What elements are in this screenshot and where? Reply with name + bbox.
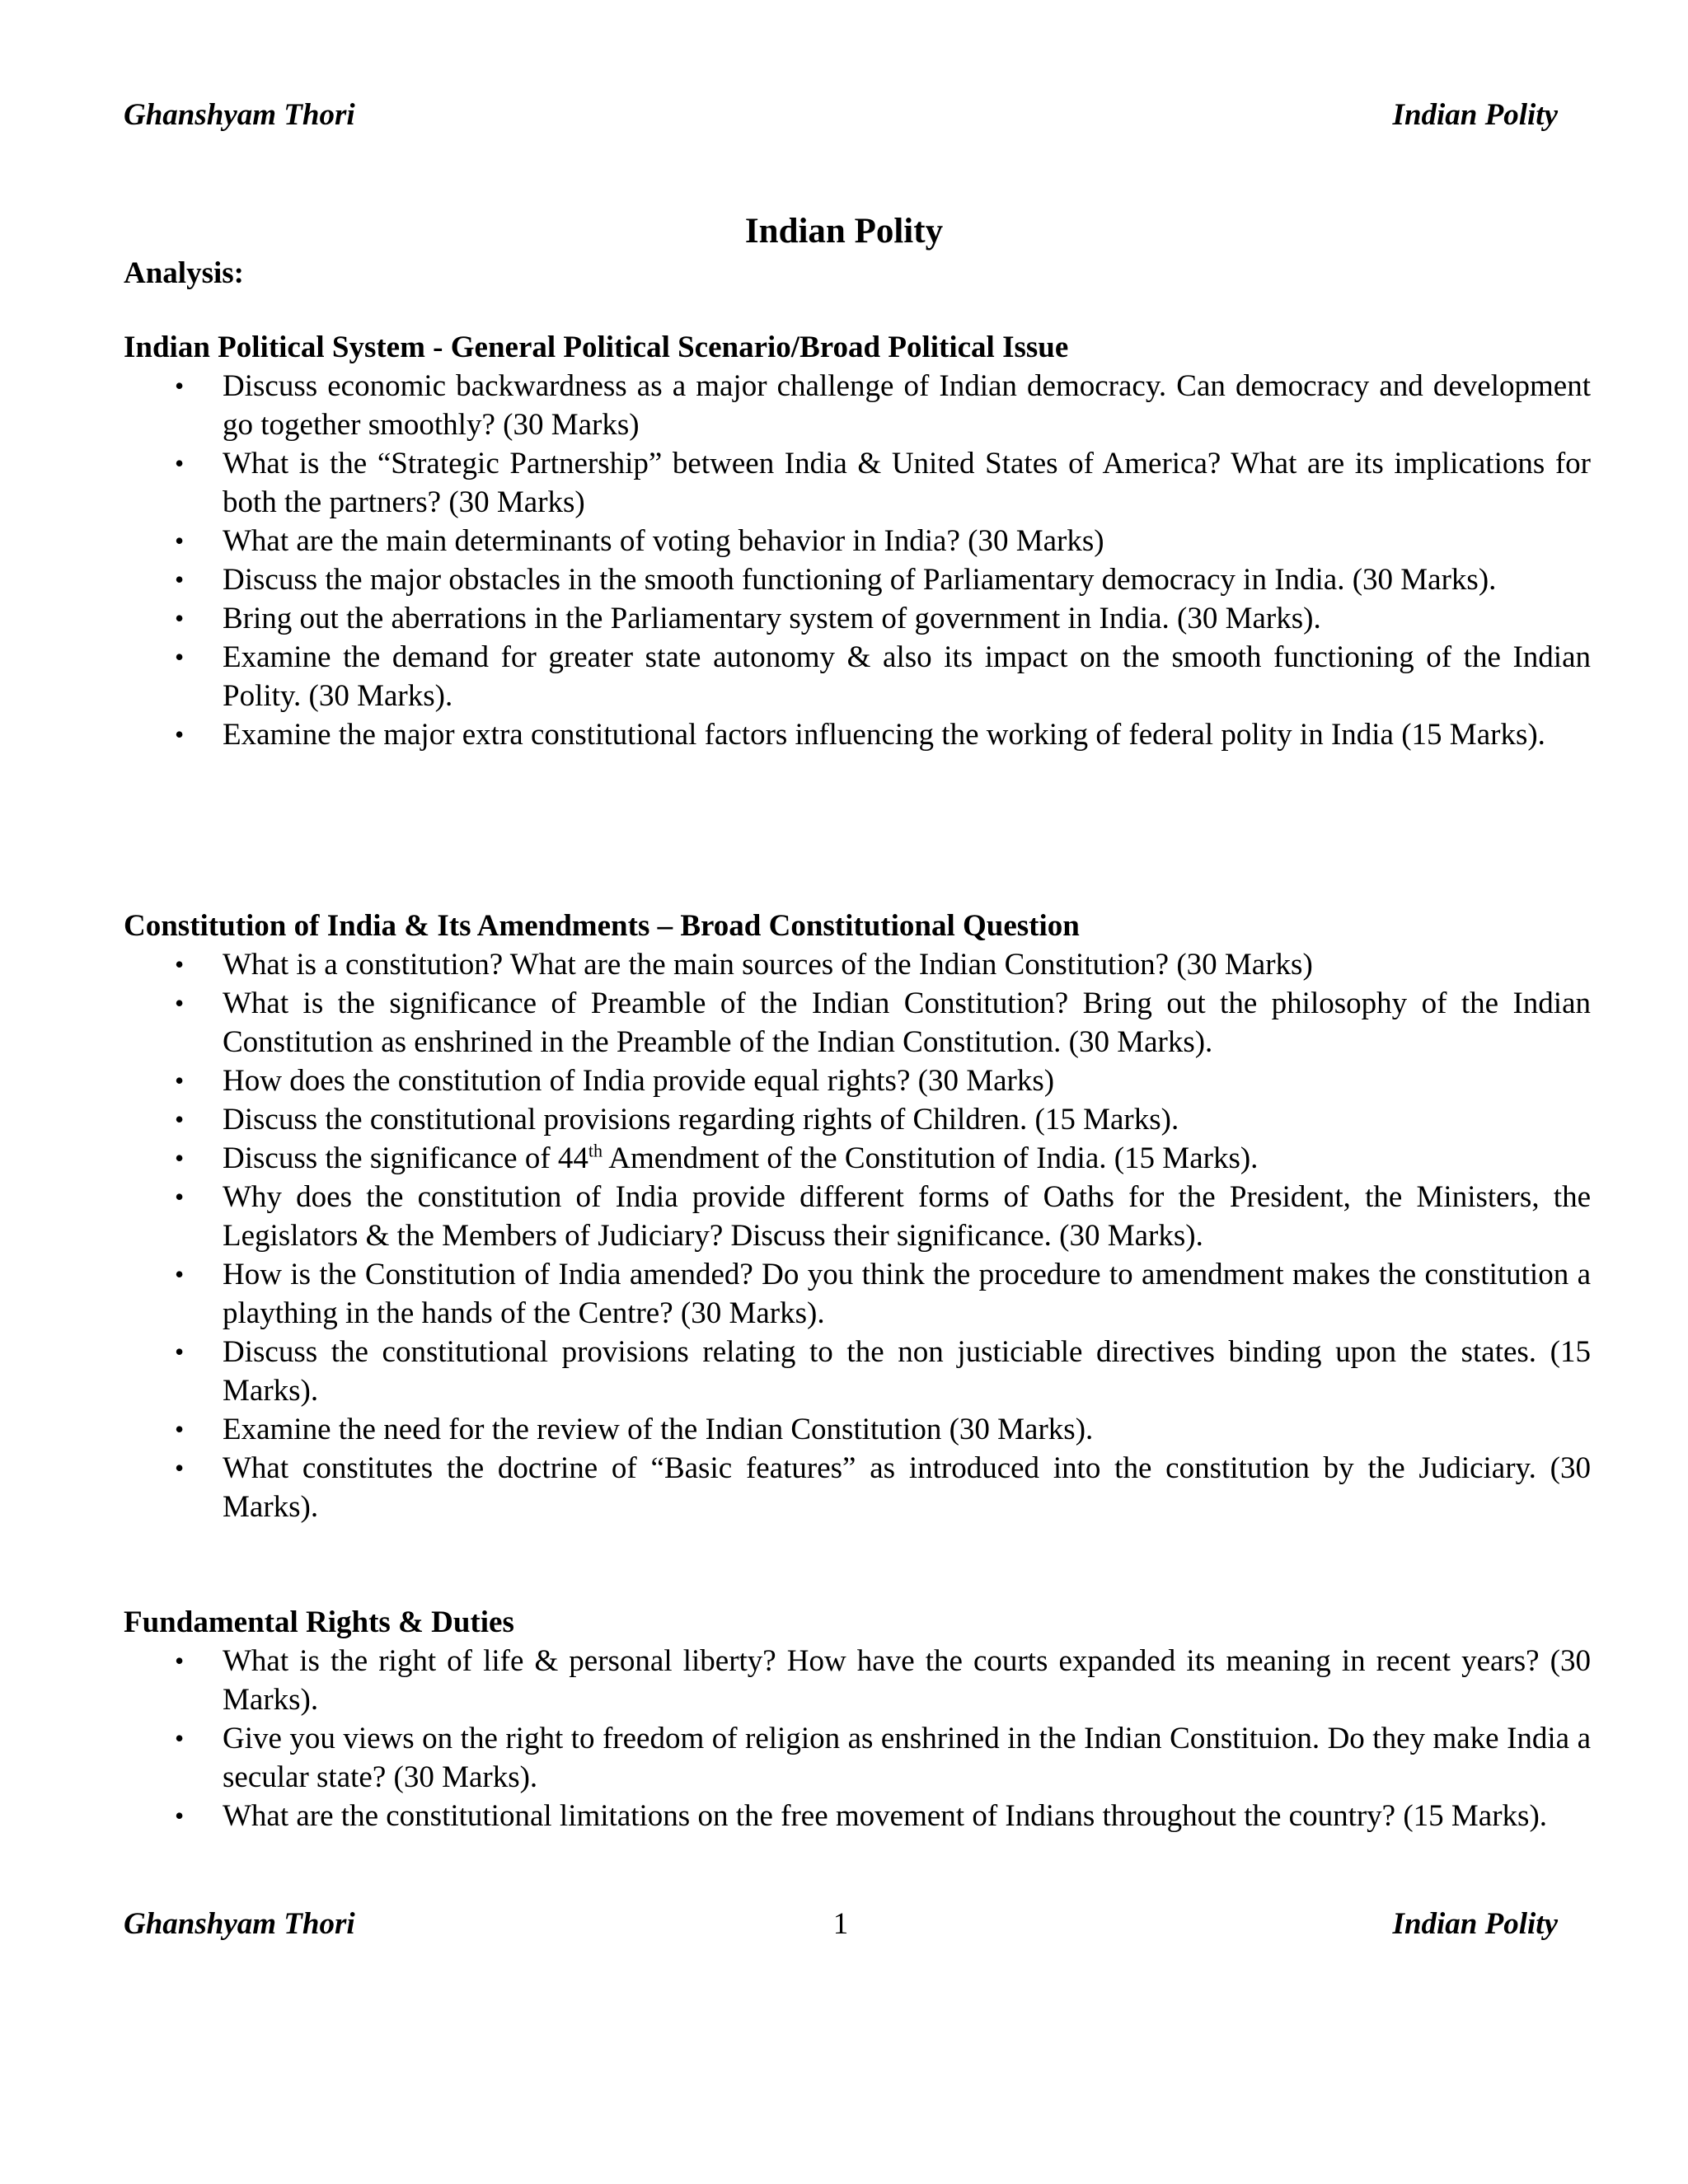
section-heading: Indian Political System - General Political Scenario/Broad Political Issue [124, 330, 1069, 364]
question-item: • Why does the constitution of India provide different forms of Oaths for the President, the Ministers, the Legislators & the Members of Judiciary? Discuss their significance. (30 Marks). [124, 1178, 1591, 1255]
question-item: • What is the right of life & personal liberty? How have the courts expanded its meaning in recent years? (30 Marks). [124, 1642, 1591, 1719]
question-item: • Bring out the aberrations in the Parliamentary system of government in India. (30 Marks). [124, 599, 1591, 638]
section-political-system [124, 328, 1591, 754]
question-item: • Discuss the constitutional provisions relating to the non justiciable directives binding upon the states. (15 Marks). [124, 1333, 1591, 1410]
footer-author: Ghanshyam Thori [124, 1907, 355, 1941]
analysis-label: Analysis: [124, 256, 244, 290]
question-item [124, 1139, 1591, 1178]
question-item: • What are the main determinants of voting behavior in India? (30 Marks) [124, 522, 1591, 560]
question-list [124, 945, 1591, 1526]
section-fundamental-rights [124, 1603, 1591, 1835]
question-item: • Examine the need for the review of the Indian Constitution (30 Marks). [124, 1410, 1591, 1449]
question-item: • How does the constitution of India provide equal rights? (30 Marks) [124, 1062, 1591, 1100]
question-item: • Discuss the constitutional provisions regarding rights of Children. (15 Marks). [124, 1100, 1591, 1139]
page-number: 1 [832, 1907, 849, 1941]
question-item: • Give you views on the right to freedom of religion as enshrined in the Indian Constituion. Do they make India a secular state? (30 Marks). [124, 1719, 1591, 1797]
header-subject: Indian Polity [1392, 98, 1558, 132]
page-footer [124, 1906, 1558, 1942]
question-item: • What constitutes the doctrine of “Basic features” as introduced into the constitution by the Judiciary. (30 Marks). [124, 1449, 1591, 1526]
question-list [124, 367, 1591, 754]
question-item: • Examine the demand for greater state autonomy & also its impact on the smooth functioning of the Indian Polity. (30 Marks). [124, 638, 1591, 715]
question-item: • What is the “Strategic Partnership” between India & United States of America? What are its implications for both the partners? (30 Marks) [124, 444, 1591, 522]
section-heading: Constitution of India & Its Amendments – Broad Constitutional Question [124, 909, 1080, 943]
page-header [124, 97, 1558, 133]
question-item: • Examine the major extra constitutional factors influencing the working of federal polity in India (15 Marks). [124, 715, 1591, 754]
question-item: • Discuss economic backwardness as a major challenge of Indian democracy. Can democracy and development go together smoothly? (30 Marks) [124, 367, 1591, 444]
footer-subject: Indian Polity [1392, 1907, 1558, 1941]
question-text-post: Amendment of the Constitution of India. (15 Marks). [603, 1141, 1259, 1175]
section-constitution [124, 907, 1591, 1526]
question-item: • How is the Constitution of India amended? Do you think the procedure to amendment makes the constitution a plaything in the hands of the Centre? (30 Marks). [124, 1255, 1591, 1333]
question-item: • Discuss the major obstacles in the smooth functioning of Parliamentary democracy in India. (30 Marks). [124, 560, 1591, 599]
section-heading: Fundamental Rights & Duties [124, 1605, 514, 1639]
question-item: • What are the constitutional limitations on the free movement of Indians throughout the country? (15 Marks). [124, 1797, 1591, 1835]
question-list [124, 1642, 1591, 1835]
question-item: • What is the significance of Preamble of the Indian Constitution? Bring out the philosophy of the Indian Constitution as enshrined in the Preamble of the Indian Constitution. (30 Marks). [124, 984, 1591, 1062]
page-title: Indian Polity [744, 212, 944, 251]
header-author: Ghanshyam Thori [124, 98, 355, 132]
question-item: • What is a constitution? What are the main sources of the Indian Constitution? (30 Marks) [124, 945, 1591, 984]
question-text-pre: Discuss the significance of 44 [223, 1141, 588, 1175]
ordinal-suffix: th [588, 1140, 603, 1161]
